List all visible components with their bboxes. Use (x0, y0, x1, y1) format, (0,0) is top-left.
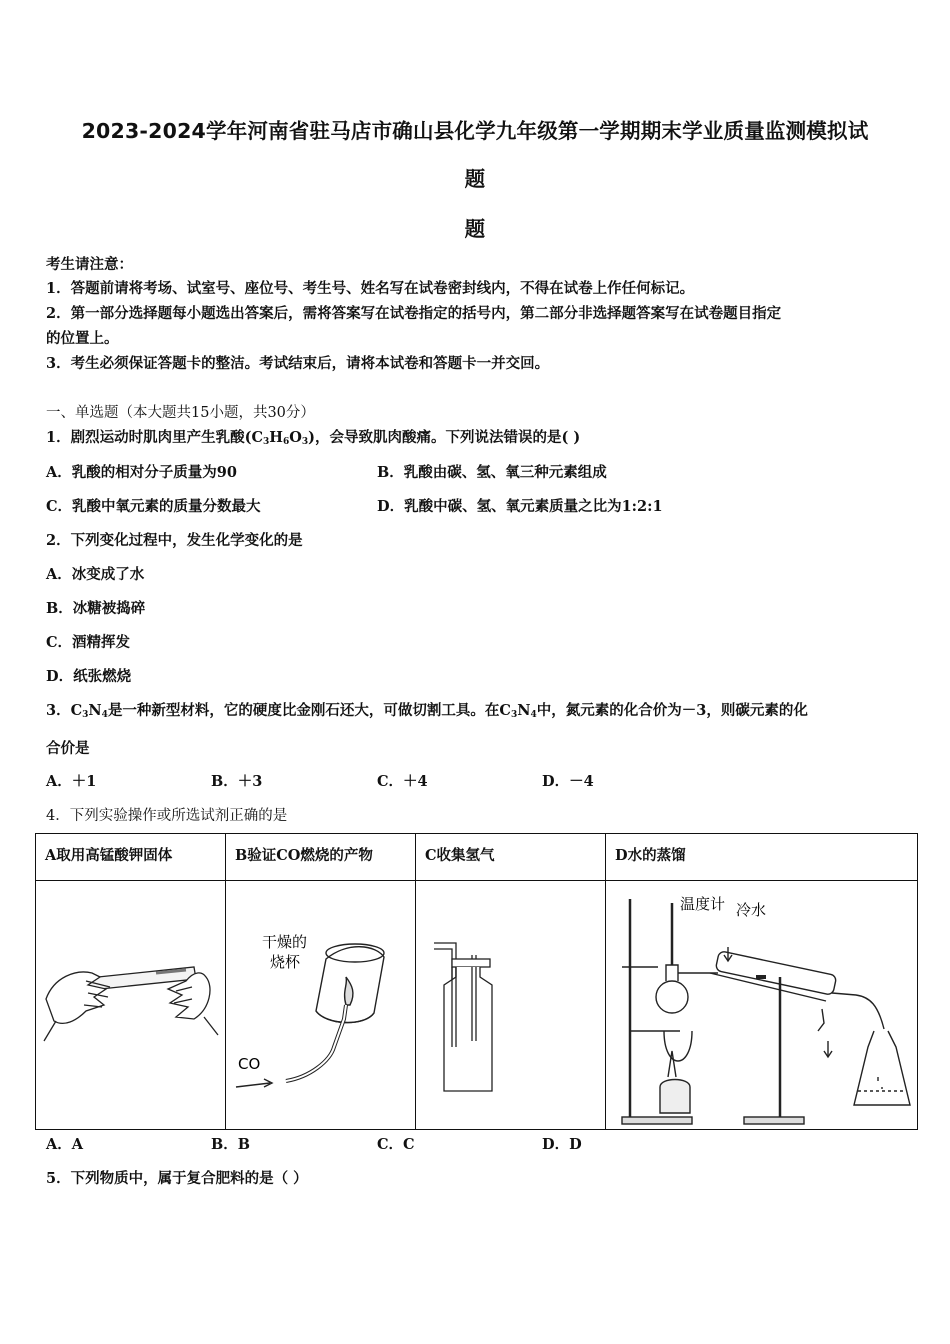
gas-bottle-icon (416, 881, 605, 1129)
section-heading: 一、单选题（本大题共15小题，共30分） (46, 405, 315, 421)
image-cell-a (36, 881, 226, 1130)
question-2-option-a: A．冰变成了水 (46, 566, 145, 583)
question-2-option-b: B．冰糖被捣碎 (46, 600, 146, 617)
question-2-option-c: C．酒精挥发 (46, 634, 131, 651)
notice-heading: 考生请注意： (46, 256, 133, 273)
question-1-option-b: B．乳酸由碳、氢、氧三种元素组成 (377, 464, 607, 481)
co-label: CO (238, 1055, 261, 1073)
question-1-option-c: C．乳酸中氧元素的质量分数最大 (46, 498, 261, 515)
question-1-option-a: A．乳酸的相对分子质量为90 (46, 464, 237, 481)
question-4-stem: 4．下列实验操作或所选试剂正确的是 (46, 808, 288, 824)
question-2-stem: 2．下列变化过程中，发生化学变化的是 (46, 532, 303, 549)
question-3-stem-cont: 合价是 (46, 740, 90, 757)
thermometer-label: 温度计 (680, 895, 726, 913)
question-4-option-a: A．A (46, 1136, 84, 1153)
question-3-option-c: C．＋4 (377, 773, 428, 790)
experiment-table (35, 833, 918, 1130)
exam-title-line2: 题 (464, 167, 486, 191)
image-cell-b (226, 881, 416, 1130)
exam-title-line1: 2023-2024学年河南省驻马店市确山县化学九年级第一学期期末学业质量监测模拟试 (81, 119, 869, 143)
question-4-option-c: C．C (377, 1136, 415, 1153)
exam-title-line3: 题 (464, 217, 486, 241)
image-cell-d (606, 881, 918, 1130)
question-4-option-d: D．D (542, 1136, 582, 1153)
distillation-apparatus-icon (606, 881, 917, 1129)
notice-item-2: 2．第一部分选择题每小题选出答案后，需将答案写在试卷指定的括号内，第二部分非选择题答案写在试卷题目指定 (46, 305, 782, 322)
header-cell-b: B验证CO燃烧的产物 (226, 834, 416, 881)
notice-item-1: 1．答题前请将考场、试室号、座位号、考生号、姓名写在试卷密封线内，不得在试卷上作任何标记。 (46, 280, 695, 297)
hands-test-tube-icon (36, 881, 225, 1129)
header-cell-d: D水的蒸馏 (606, 834, 918, 881)
cold-water-label: 冷水 (736, 901, 767, 919)
question-3-option-b: B．＋3 (211, 773, 263, 790)
question-1-option-d: D．乳酸中碳、氢、氧元素质量之比为1:2:1 (377, 498, 663, 515)
notice-item-3: 3．考生必须保证答题卡的整洁。考试结束后，请将本试卷和答题卡一并交回。 (46, 355, 550, 372)
dry-beaker-label-2: 烧杯 (270, 953, 301, 971)
question-2-option-d: D．纸张燃烧 (46, 668, 132, 685)
dry-beaker-label-1: 干燥的 (262, 933, 308, 951)
image-cell-c (416, 881, 606, 1130)
header-cell-c: C收集氢气 (416, 834, 606, 881)
question-3-option-d: D．－4 (542, 773, 594, 790)
notice-item-2-cont: 的位置上。 (46, 330, 119, 347)
question-4-option-b: B．B (211, 1136, 251, 1153)
question-5-stem: 5．下列物质中，属于复合肥料的是（ ） (46, 1170, 308, 1187)
beaker-co-icon (226, 881, 415, 1129)
question-3-option-a: A．＋1 (46, 773, 97, 790)
question-3-stem: 3．$C_3N_4$是一种新型材料，它的硬度比金刚石还大，可做切割工具。在$C_3N_4$中，氮元素的化合价为－3，则碳元素的化 (46, 702, 808, 720)
question-1-stem: 1．剧烈运动时肌肉里产生乳酸$(C_3H_6O_3)$，会导致肌肉酸痛。下列说法错误的是( ) (46, 429, 581, 447)
header-cell-a: A取用高锰酸钾固体 (36, 834, 226, 881)
